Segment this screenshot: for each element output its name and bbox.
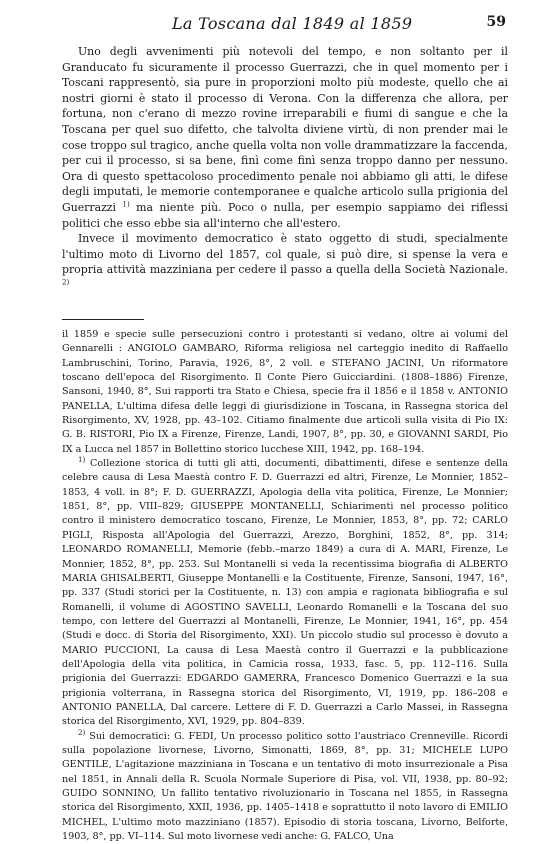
footnotes [62,328,508,844]
paragraph-text: Invece il movimento democratico è stato oggetto di studi, specialmente l'ultimo moto di Livorno del 1857, col quale, si può dire, si spense la vera e propria attività mazziniana per cedere il passo a quella della Società Nazionale. [62,232,508,277]
main-text [62,44,508,294]
footnote-marker: 1) [78,455,86,464]
footnote [62,457,508,730]
page-number: 59 [486,14,506,30]
footnote-text: Sui democratici: G. FEDI, Un processo politico sotto l'austriaco Crenneville. Ricordi sulla popolazione livornese, Livorno, Simonatti, 1869, 8°, pp. 31; MICHELE LUPO GENTILE, L'agitazione mazziniana in Toscana e un tentativo di moto insurrezionale a Pisa nel 1851, in Annali della R. Scuola Normale Superiore di Pisa, vol. VII, 1938, pp. 80–92; GUIDO SONNINO, Un fallito tentativo rivoluzionario in Toscana nel 1855, in Rassegna storica del Risorgimento, XXII, 1936, pp. 1405–1418 e soprattutto il noto lavoro di EMILIO MICHEL, L'ultimo moto mazziniano (1857). Episodio di storia toscana, Livorno, Belforte, 1903, 8°, pp. VI–114. Sul moto livornese vedi anche: G. FALCO, Una [62,730,508,843]
footnote-divider [62,319,144,320]
footnote-marker: 2) [78,728,86,737]
footnote [62,730,508,844]
paragraph [62,231,508,293]
footnote-ref: 2) [62,278,70,287]
paragraph-text: Uno degli avvenimenti più notevoli del tempo, e non soltanto per il Granducato fu sicuramente il processo Guerrazzi, che in quel momento per i Toscani rappresentò, sia pure in proporzioni molto più modeste, quello che ai nostri giorni è stato il processo di Verona. Con la differenza che allora, per fortuna, non c'erano di mezzo rovine irreparabili e fiumi di sangue e che la Toscana per quel suo difetto, che talvolta diviene virtù, di non prender mai le cose troppo sul tragico, anche quella volta non volle drammatizzare la faccenda, per cui il processo, si sa bene, finì come finì senza troppo danno per nessuno. Ora di questo spettacoloso procedimento penale noi abbiamo gli atti, le difese degli imputati, le memorie contemporanee e qualche articolo sulla prigionia del Guerrazzi [62,45,508,214]
running-title: La Toscana dal 1849 al 1859 [172,14,413,33]
page-header [62,4,510,36]
footnote-text: Collezione storica di tutti gli atti, documenti, dibattimenti, difese e sentenze della celebre causa di Lesa Maestà contro F. D. Guerrazzi ed altri, Firenze, Le Monnier, 1852–1853, 4 voll. in 8°; F. D. GUERRAZZI, Apologia della vita politica, Firenze, Le Monnier; 1851, 8°, pp. VIII–829; GIUSEPPE MONTANELLI, Schiarimenti nel processo politico contro il ministero democratico toscano, Firenze, Le Monnier, 1853, 8°, pp. 72; CARLO PIGLI, Risposta all'Apologia del Guerrazzi, Arezzo, Borghini, 1852, 8°, pp. 314; LEONARDO ROMANELLI, Memorie (febb.–marzo 1849) a cura di A. MARI, Firenze, Le Monnier, 1852, 8°, pp. 253. Sul Montanelli si veda la recentissima biografia di ALBERTO MARIA GHISALBERTI, Giuseppe Montanelli e la Costituente, Firenze, Sansoni, 1947, 16°, pp. 337 (Studi storici per la Costituente, n. 13) con ampia e ragionata bibliografia e sul Romanelli, il volume di AGOSTINO SAVELLI, Leonardo Romanelli e la Toscana del suo tempo, con lettere del Guerrazzi al Montanelli, Firenze, Le Monnier, 1941, 16°, pp. 454 (Studi e docc. di Storia del Risorgimento, XXI). Un piccolo studio sul processo è dovuto a MARIO PUCCIONI, La causa di Lesa Maestà contro il Guerrazzi e la pubblicazione dell'Apologia della vita politica, in Camicia rossa, 1933, fasc. 5, pp. 112–116. Sulla prigionia del Guerrazzi: EDGARDO GAMERRA, Francesco Domenico Guerrazzi e la sua prigionia volterrana, in Rassegna storica del Risorgimento, VI, 1919, pp. 186–208 e ANTONIO PANELLA, Dal carcere. Lettere di F. D. Guerrazzi a Carlo Massei, in Rassegna storica del Risorgimento, XVI, 1929, pp. 804–839. [62,458,508,728]
paragraph [62,44,508,231]
footnote-ref: 1) [122,200,130,209]
paragraph-text: ma niente più. Poco o nulla, per esempio sappiamo dei riflessi politici che esso ebbe sia all'interno che all'estero. [62,200,508,230]
footnote-continuation: il 1859 e specie sulle persecuzioni contro i protestanti si vedano, oltre ai volumi del Gennarelli : ANGIOLO GAMBARO, Riforma religiosa nel carteggio inedito di Raffaello Lambruschini, Torino, Paravia, 1926, 8°, 2 voll. e STEFANO JACINI, Un riformatore toscano dell'epoca del Risorgimento. Il Conte Piero Guicciardini. (1808–1886) Firenze, Sansoni, 1940, 8°, Sui rapporti tra Stato e Chiesa, specie fra il 1856 e il 1858 v. ANTONIO PANELLA, L'ultima difesa delle leggi di giurisdizione in Toscana, in Rassegna storica del Risorgimento, XV, 1928, pp. 43–102. Citiamo finalmente due articoli sulla visita di Pio IX: G. B. RISTORI, Pio IX a Firenze, Firenze, Landi, 1907, 8°, pp. 30, e GIOVANNI SARDI, Pio IX a Lucca nel 1857 in Bollettino storico lucchese XIII, 1942, pp. 168–194. [62,329,508,455]
